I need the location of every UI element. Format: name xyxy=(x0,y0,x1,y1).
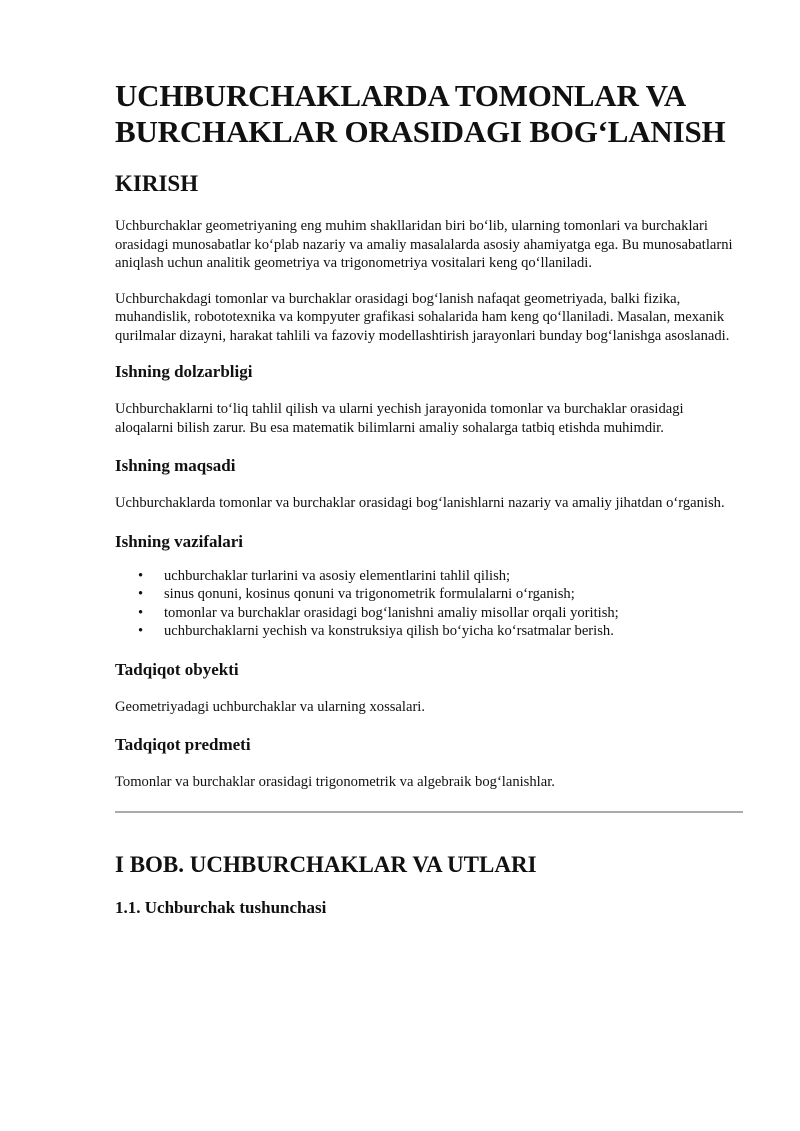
section-heading: 1.1. Uchburchak tushunchasi xyxy=(115,897,327,917)
intro-paragraph-1: Uchburchaklar geometriyaning eng muhim shakllaridan biri bo‘lib, ularning tomonlari va burchaklari orasidagi munosabatlar ko‘plab nazariy va amaliy masalalarda asosiy ahamiyatga ega. Bu munosabatlarni aniqlash uchun analitik geometriya va trigonometriya vositalari keng qo‘llaniladi. xyxy=(115,218,733,271)
goal-heading: Ishning maqsadi xyxy=(115,456,236,475)
task-text: sinus qonuni, kosinus qonuni va trigonometrik formulalarni o‘rganish; xyxy=(164,586,575,602)
section-divider xyxy=(115,811,743,813)
bullet-marker: • xyxy=(138,604,144,621)
bullet-marker: • xyxy=(138,586,144,602)
research-subject-heading: Tadqiqot predmeti xyxy=(115,735,251,754)
research-subject-text: Tomonlar va burchaklar orasidagi trigonometrik va algebraik bog‘lanishlar. xyxy=(115,774,555,790)
intro-paragraph-2: Uchburchakdagi tomonlar va burchaklar orasidagi bog‘lanish nafaqat geometriyada, balki fizika, muhandislik, robototexnika va kompyuter grafikasi sohalarida ham keng qo‘llaniladi. Masalan, mexanik qurilmalar dizayni, harakat tahlili va fazoviy modellashtirish jarayonlari bunday bog‘lanishga asoslanadi. xyxy=(115,290,730,344)
task-text: tomonlar va burchaklar orasidagi bog‘lanishni amaliy misollar orqali yoritish; xyxy=(164,604,619,621)
relevance-heading: Ishning dolzarbligi xyxy=(115,362,253,381)
task-text: uchburchaklar turlarini va asosiy elementlarini tahlil qilish; xyxy=(164,567,511,584)
chapter-heading: I BOB. UCHBURCHAKLAR VA UTLARI xyxy=(115,851,537,877)
goal-text: Uchburchaklarda tomonlar va burchaklar orasidagi bog‘lanishlarni nazariy va amaliy jihatdan o‘rganish. xyxy=(115,495,725,511)
tasks-heading: Ishning vazifalari xyxy=(115,531,243,551)
list-item xyxy=(115,567,743,586)
document-title: UCHBURCHAKLARDA TOMONLAR VA BURCHAKLAR ORASIDAGI BOG‘LANISH xyxy=(115,78,726,149)
intro-heading: KIRISH xyxy=(115,171,199,196)
task-text: uchburchaklarni yechish va konstruksiya qilish bo‘yicha ko‘rsatmalar berish. xyxy=(164,623,614,639)
list-item xyxy=(115,585,743,604)
list-item xyxy=(115,604,743,623)
document-page xyxy=(115,78,743,919)
list-item xyxy=(115,622,743,641)
relevance-text: Uchburchaklarni to‘liq tahlil qilish va ularni yechish jarayonida tomonlar va burchaklar orasidagi aloqalarni bilish zarur. Bu esa matematik bilimlarni amaliy sohalarga tatbiq etishda muhimdir. xyxy=(115,401,684,436)
bullet-marker: • xyxy=(138,623,144,639)
research-object-text: Geometriyadagi uchburchaklar va ularning xossalari. xyxy=(115,698,426,715)
bullet-marker: • xyxy=(138,567,144,584)
research-object-heading: Tadqiqot obyekti xyxy=(115,659,239,679)
tasks-list xyxy=(115,567,743,641)
